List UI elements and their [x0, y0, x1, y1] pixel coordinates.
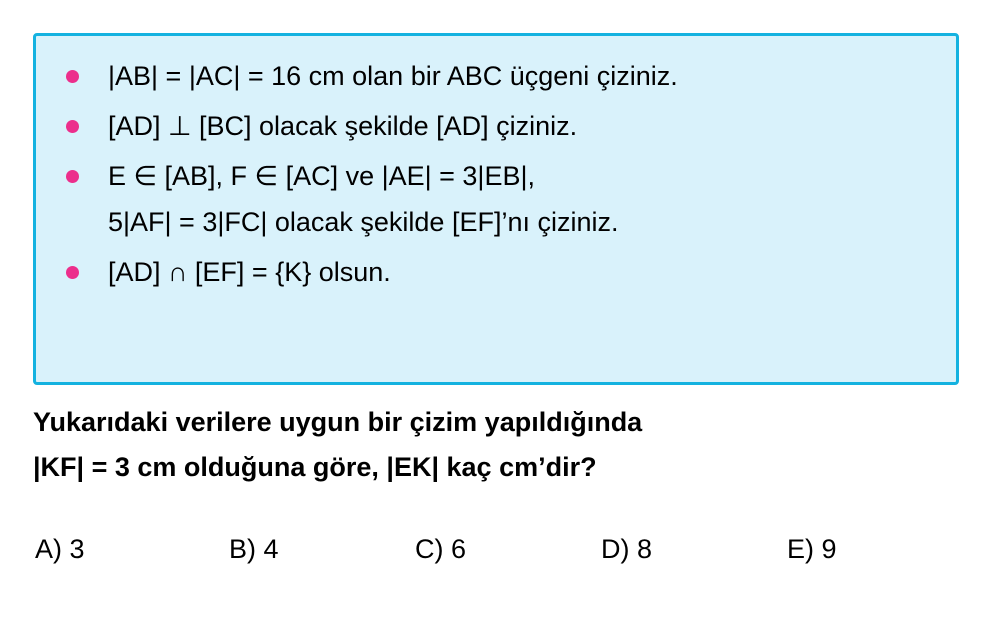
- list-item: [36, 158, 956, 239]
- answer-choice-a[interactable]: A) 3: [35, 534, 85, 564]
- question-line: |KF| = 3 cm olduğuna göre, |EK| kaç cm’dir?: [33, 452, 597, 483]
- answer-choices: [35, 532, 965, 578]
- bullet-dot-icon: [66, 266, 79, 279]
- list-item-line: [AD] ⊥ [BC] olacak şekilde [AD] çiziniz.: [108, 111, 578, 142]
- list-item: [36, 254, 956, 290]
- list-item-line: |AB| = |AC| = 16 cm olan bir ABC üçgeni çiziniz.: [108, 61, 678, 91]
- bullet-dot-icon: [66, 120, 79, 133]
- list-item-line: E ∈ [AB], F ∈ [AC] ve |AE| = 3|EB|,: [108, 161, 535, 192]
- given-information-box: [33, 33, 959, 385]
- answer-choice-e[interactable]: E) 9: [787, 534, 837, 564]
- list-item-line: 5|AF| = 3|FC| olacak şekilde [EF]’nı çiziniz.: [108, 206, 619, 237]
- list-item-line: [AD] ∩ [EF] = {K} olsun.: [108, 256, 391, 287]
- bullet-dot-icon: [66, 170, 79, 183]
- answer-choice-d[interactable]: D) 8: [601, 534, 653, 564]
- bullet-dot-icon: [66, 70, 79, 83]
- list-item: [36, 108, 956, 144]
- question-line: Yukarıdaki verilere uygun bir çizim yapıldığında: [33, 407, 643, 437]
- list-item: [36, 58, 956, 94]
- question-statement: [33, 403, 963, 487]
- answer-choice-b[interactable]: B) 4: [229, 534, 279, 564]
- answer-choice-c[interactable]: C) 6: [415, 534, 467, 564]
- given-bullet-list: [36, 36, 956, 290]
